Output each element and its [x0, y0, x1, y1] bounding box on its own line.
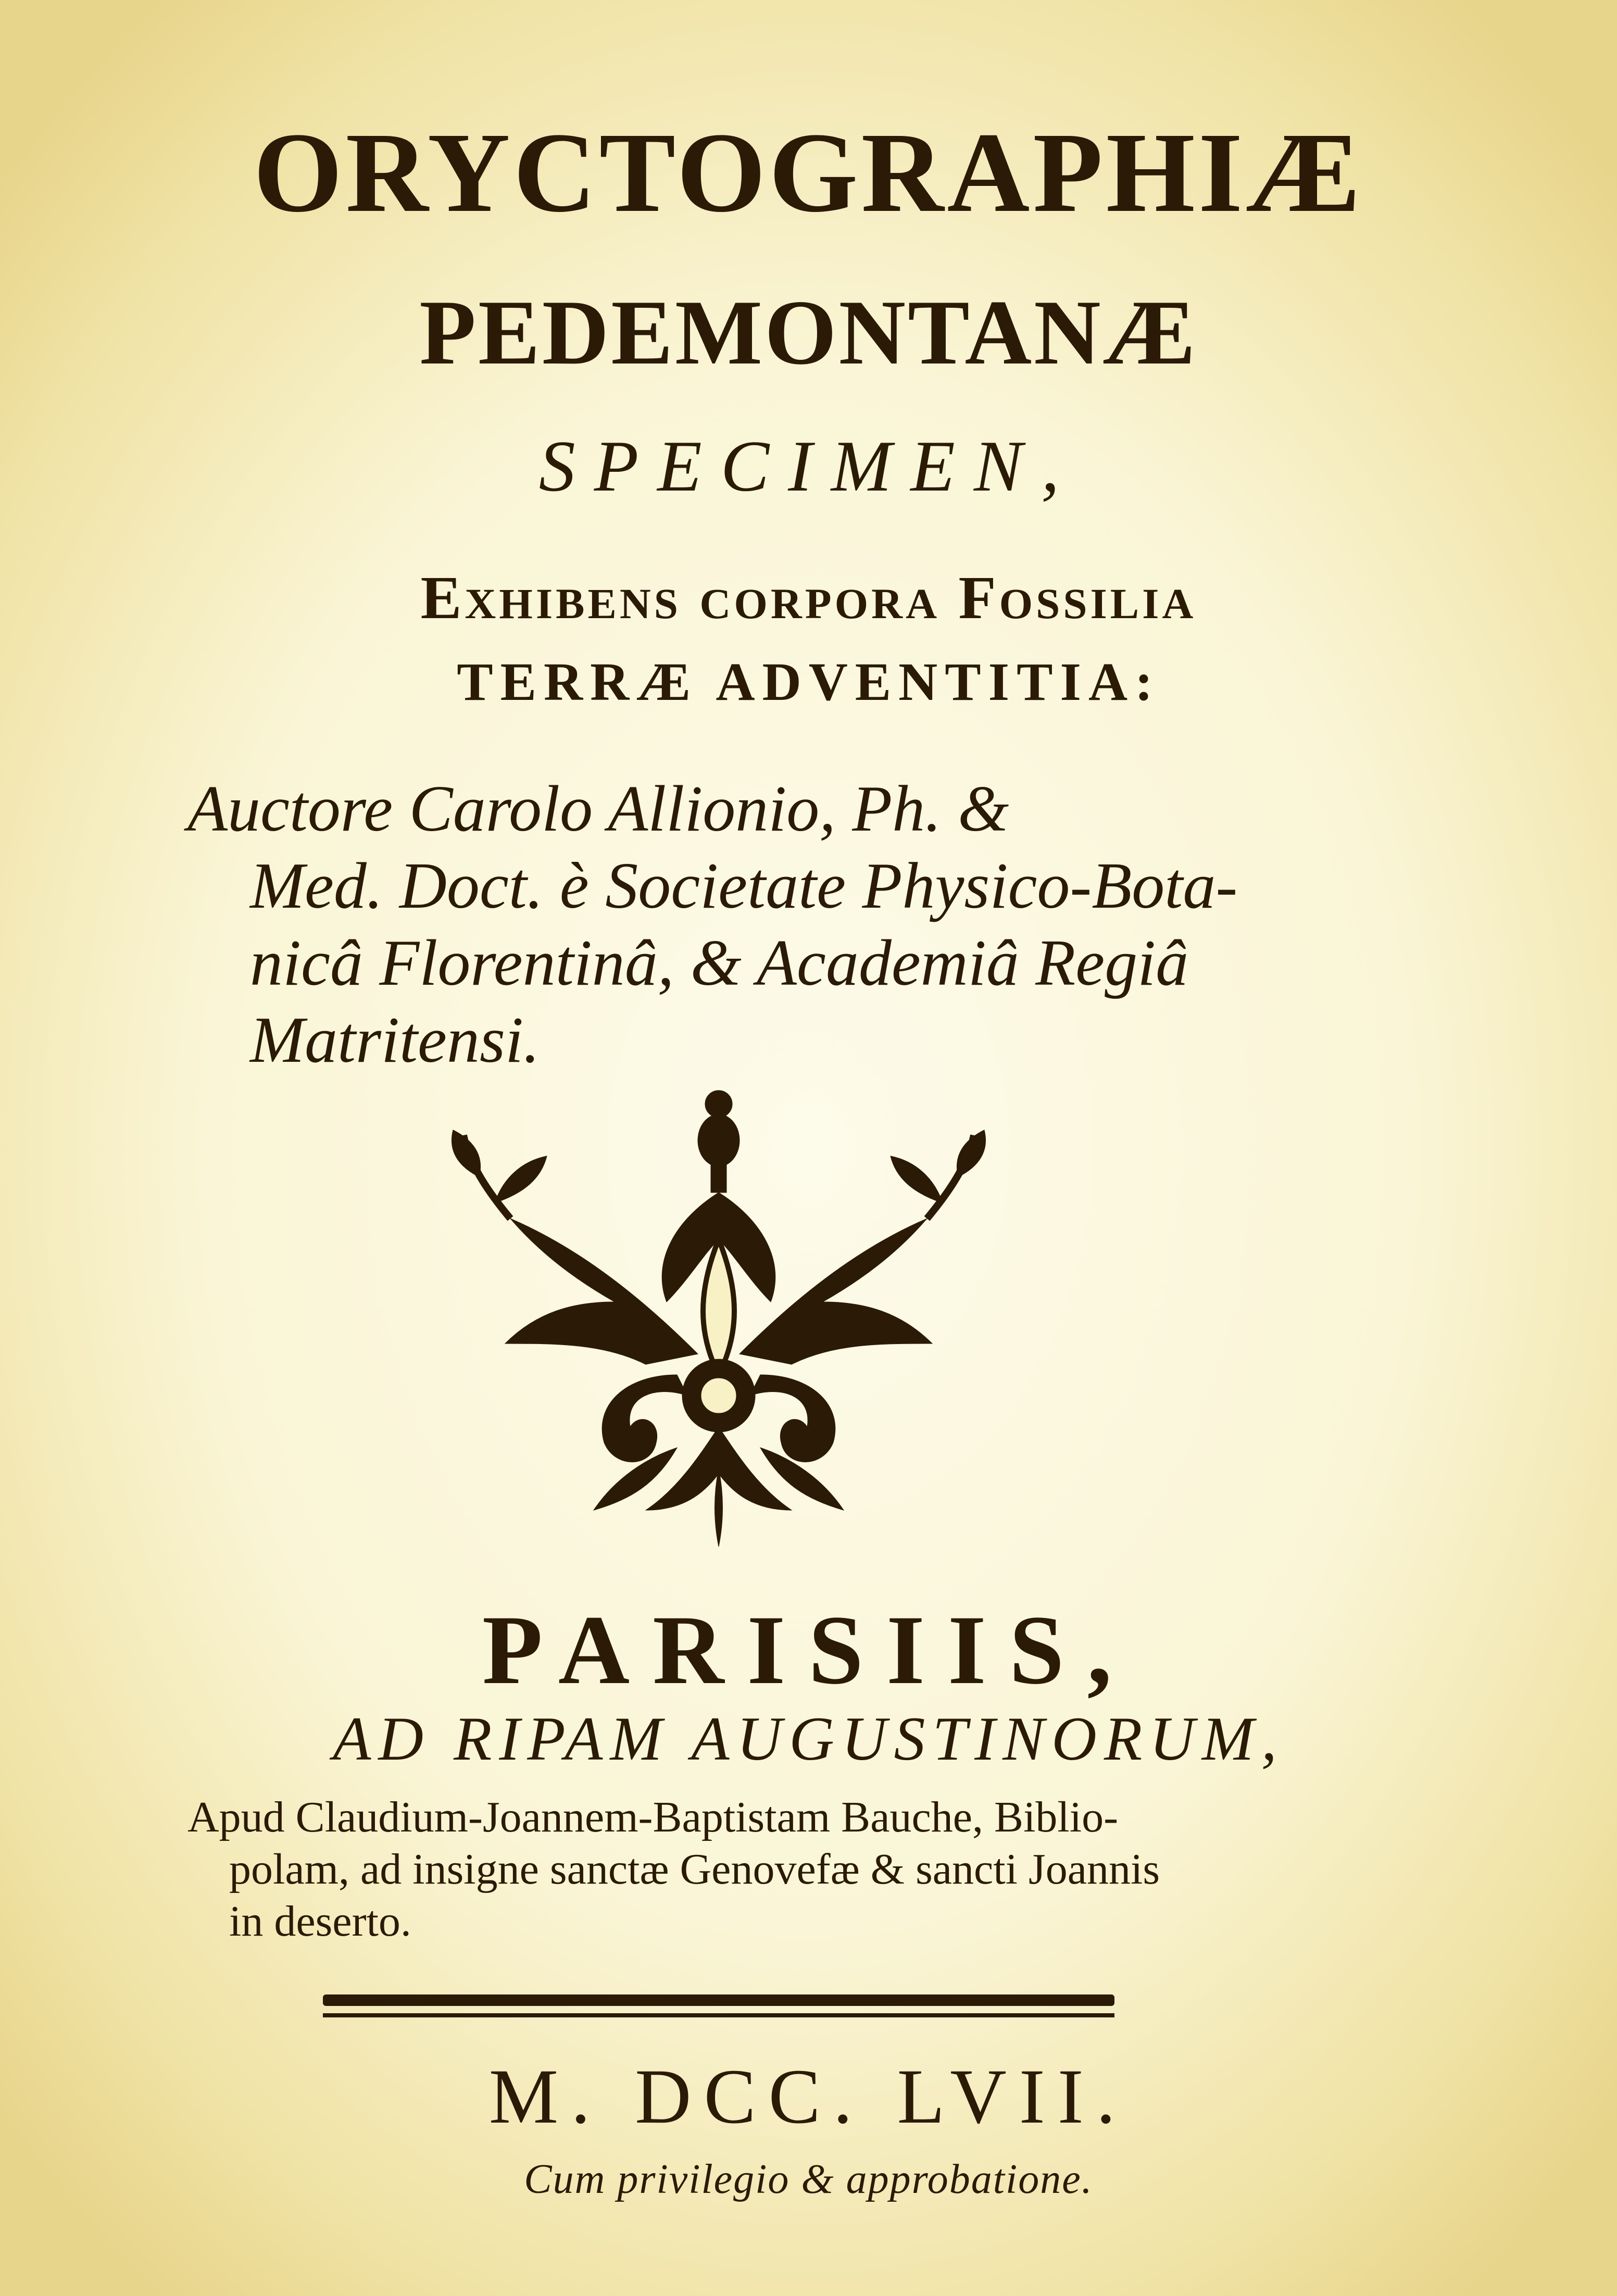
- double-rule-thick: [323, 1994, 1114, 2006]
- publisher-line: Apud Claudium-Joannem-Baptistam Bauche, Biblio-: [187, 1793, 1119, 1841]
- author-line: Matritensi.: [250, 1004, 540, 1076]
- imprint-place: PARISIIS,: [482, 1596, 1135, 1705]
- author-line: nicâ Florentinâ, & Academiâ Regiâ: [250, 927, 1189, 999]
- imprint-street: AD RIPAM AUGUSTINORUM,: [333, 1704, 1284, 1773]
- author-line: Med. Doct. è Societate Physico-Bota-: [250, 850, 1238, 922]
- title-line-3: SPECIMEN,: [538, 426, 1079, 507]
- publisher-line: in deserto.: [229, 1897, 411, 1946]
- publication-year: M. DCC. LVII.: [488, 2053, 1129, 2140]
- subtitle-line-2: TERRÆ ADVENTITIA:: [457, 652, 1160, 712]
- double-rule-thin: [323, 2013, 1114, 2017]
- privilege-note: Cum privilegio & approbatione.: [524, 2156, 1093, 2202]
- acanthus-fleuron-icon: [406, 1083, 1031, 1552]
- publisher-line: polam, ad insigne sanctæ Genovefæ & sancti Joannis: [229, 1845, 1160, 1893]
- author-block: [187, 771, 1271, 1079]
- publisher-block: [187, 1791, 1271, 1948]
- author-line: Auctore Carolo Allionio, Ph. &: [187, 773, 1009, 845]
- title-line-2: PEDEMONTANÆ: [419, 281, 1198, 384]
- subtitle-line-1: Exhibens corpora Fossilia: [420, 563, 1197, 632]
- title-line-1: ORYCTOGRAPHIÆ: [253, 109, 1364, 236]
